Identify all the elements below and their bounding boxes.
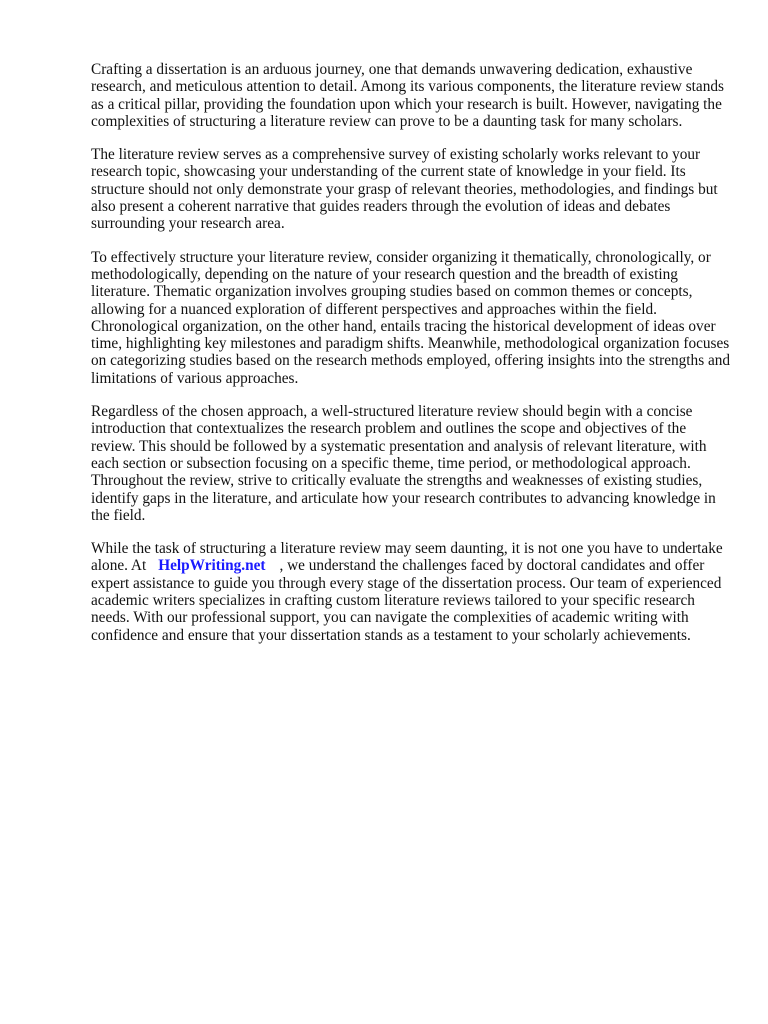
helpwriting-link[interactable]: HelpWriting.net [158, 557, 266, 575]
paragraph-organization: To effectively structure your literature review, consider organizing it thematically, chronologically, or methodologically, depending on the nature of your research question and the breadth of existing literature. Thematic organization involves grouping studies based on common themes or concepts, allowing for a nuanced exploration of different perspectives and approaches within the field. Chronological organization, on the other hand, entails tracing the historical development of ideas over time, highlighting key milestones and paradigm shifts. Meanwhile, methodological organization focuses on categorizing studies based on the research methods employed, offering insights into the strengths and limitations of various approaches. [91, 248, 731, 387]
paragraph-purpose: The literature review serves as a comprehensive survey of existing scholarly works relevant to your research topic, showcasing your understanding of the current state of knowledge in your field. Its structure should not only demonstrate your grasp of relevant theories, methodologies, and findings but also present a coherent narrative that guides readers through the evolution of ideas and debates surrounding your research area. [91, 146, 718, 233]
document-body [91, 61, 731, 660]
closing-text-after-link: , we understand the challenges faced by doctoral candidates and offer expert assistance to guide you through every stage of the dissertation process. Our team of experienced academic writers specializes in crafting custom literature reviews tailored to your specific research needs. With our professional support, you can navigate the complexities of academic writing with confidence and ensure that your dissertation stands as a testament to your scholarly achievements. [91, 557, 722, 644]
paragraph-intro: Crafting a dissertation is an arduous journey, one that demands unwavering dedication, exhaustive research, and meticulous attention to detail. Among its various components, the literature review stands as a critical pillar, providing the foundation upon which your research is built. However, navigating the complexities of structuring a literature review can prove to be a daunting task for many scholars. [91, 61, 724, 130]
closing-text-before-link: While the task of structuring a literature review may seem daunting, it is not one you have to undertake alone. At [91, 540, 723, 575]
paragraph-structure: Regardless of the chosen approach, a well-structured literature review should begin with a concise introduction that contextualizes the research problem and outlines the scope and objectives of the review. This should be followed by a systematic presentation and analysis of relevant literature, with each section or subsection focusing on a specific theme, time period, or methodological approach. Throughout the review, strive to critically evaluate the strengths and weaknesses of existing studies, identify gaps in the literature, and articulate how your research contributes to advancing knowledge in the field. [91, 403, 716, 524]
paragraph-closing [91, 540, 731, 644]
